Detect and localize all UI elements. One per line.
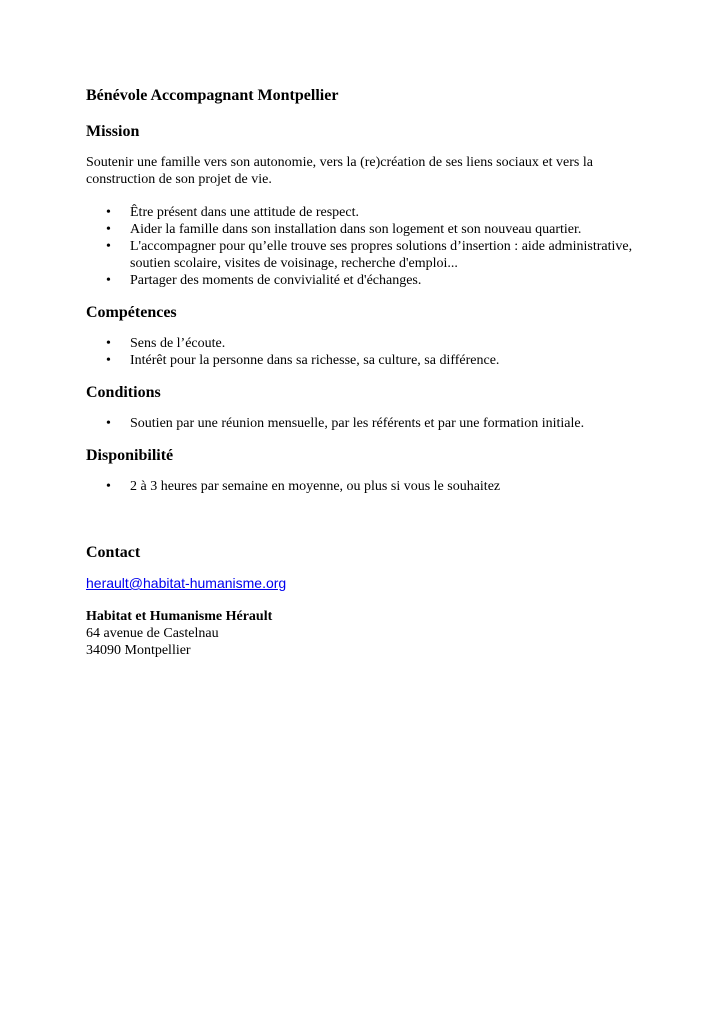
document-title: Bénévole Accompagnant Montpellier	[86, 87, 339, 104]
spacer	[86, 509, 646, 543]
contact-heading: Contact	[86, 544, 141, 561]
address-line-street: 64 avenue de Castelnau	[86, 626, 219, 641]
contact-section	[86, 543, 646, 659]
conditions-list	[86, 415, 646, 432]
mission-intro: Soutenir une famille vers son autonomie, vers la (re)création de ses liens sociaux et vers la construction de son projet de vie.	[86, 155, 593, 187]
list-item: • L'accompagner pour qu’elle trouve ses propres solutions d’insertion : aide administrative, soutien scolaire, visites de voisinage, recherche d'emploi...	[86, 238, 646, 272]
organization-name: Habitat et Humanisme Hérault	[86, 609, 273, 624]
conditions-heading: Conditions	[86, 384, 161, 401]
contact-email-link[interactable]: herault@habitat-humanisme.org	[86, 575, 287, 591]
list-item: • Partager des moments de convivialité et d'échanges.	[86, 272, 646, 289]
list-item: • Soutien par une réunion mensuelle, par les référents et par une formation initiale.	[86, 415, 646, 432]
disponibilite-heading: Disponibilité	[86, 447, 174, 464]
list-item: • Intérêt pour la personne dans sa richesse, sa culture, sa différence.	[86, 352, 646, 369]
mission-section	[86, 122, 646, 289]
competences-heading: Compétences	[86, 304, 177, 321]
list-item: • Être présent dans une attitude de respect.	[86, 204, 646, 221]
list-item: • Aider la famille dans son installation dans son logement et son nouveau quartier.	[86, 221, 646, 238]
mission-list	[86, 204, 646, 289]
document-page	[86, 86, 646, 659]
disponibilite-section	[86, 446, 646, 495]
mission-heading: Mission	[86, 123, 140, 140]
competences-list	[86, 335, 646, 369]
list-item: • 2 à 3 heures par semaine en moyenne, ou plus si vous le souhaitez	[86, 478, 646, 495]
conditions-section	[86, 383, 646, 432]
address-line-city: 34090 Montpellier	[86, 643, 191, 658]
disponibilite-list	[86, 478, 646, 495]
list-item: • Sens de l’écoute.	[86, 335, 646, 352]
competences-section	[86, 303, 646, 369]
